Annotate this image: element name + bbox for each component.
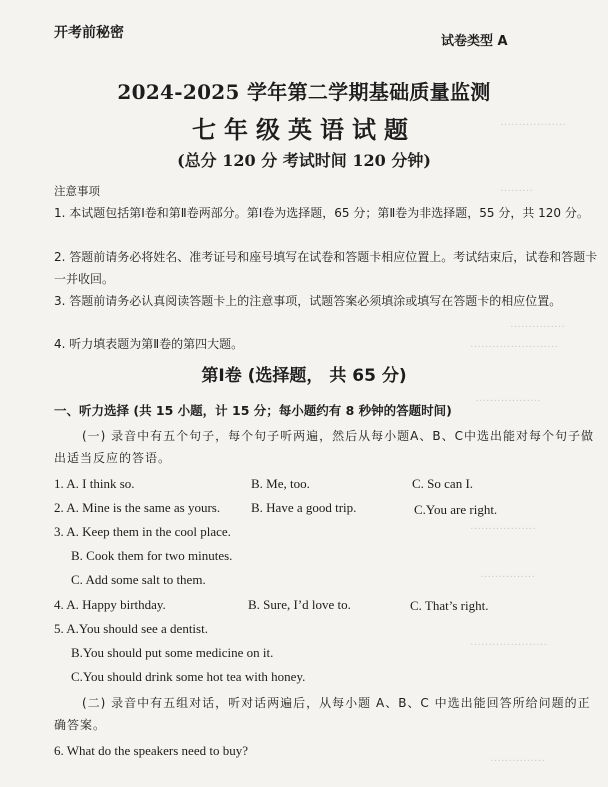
q3-option-c: C. Add some salt to them. <box>71 572 206 587</box>
q2-option-c: C.You are right. <box>414 502 498 517</box>
note-item-2: 2. 答题前请务必将姓名、准考证号和座号填写在试卷和答题卡相应位置上。考试结束后，试卷和答题卡一并收回。 <box>54 250 598 286</box>
section-title: 第Ⅰ卷 (选择题， 共 65 分) <box>201 366 407 386</box>
part-heading: 一、听力选择 (共 15 小题，计 15 分；每小题约有 8 秒钟的答题时间) <box>54 403 452 418</box>
q5-option-a: 5. A.You should see a dentist. <box>54 621 208 636</box>
notes-heading: 注意事项 <box>54 184 100 198</box>
q2-option-a: 2. A. Mine is the same as yours. <box>54 500 221 515</box>
q1-option-c: C. So can I. <box>412 476 474 491</box>
q6-question: 6. What do the speakers need to buy? <box>54 743 248 758</box>
note-item-3: 3. 答题前请务必认真阅读答题卡上的注意事项，试题答案必须填涂或填写在答题卡的相应位置。 <box>54 294 562 308</box>
instruction-part-2: (二) 录音中有五组对话，听对话两遍后，从每小题 A、B、C 中选出能回答所给问题的正确答案。 <box>54 696 591 732</box>
instruction-part-1: (一) 录音中有五个句子，每个句子听两遍，然后从每小题A、B、C中选出能对每个句子做出适当反应的答语。 <box>54 429 595 465</box>
exam-page: ……………… ……… …………… …………………… ……………… ……………… …………… ………………… …………… 开考前秘密 试卷类型 A 2024-2025 学年第二学期基础质量监测 七年级英语试题 (总分 120 分 考试时间 120 分钟) 注意事项 1. 本试题包括第Ⅰ卷和第Ⅱ卷两部分。第Ⅰ卷为选择题，65 分；第Ⅱ卷为非选择题，55 分，共 120 分。 2. 答题前请务必将姓名、准考证号和座号填写在试卷和答题卡相应位置上。考试结束后，试卷和答题卡一并收回。 3. 答题前请务必认真阅读答题卡上的注意事项，试题答案必须填涂或填写在答题卡的相应位置。 4. 听力填表题为第Ⅱ卷的第四大题。 第Ⅰ卷 (选择题， 共 65 分) 一、听力选择 (共 15 小题，计 15 分；每小题约有 8 秒钟的答题时间) (一) 录音中有五个句子，每个句子听两遍，然后从每小题A、B、C中选出能对每个句子做出适当反应的答语。 1. A. I think so. B. Me, too. C. So can I. 2. A. Mine is the same as yours. B. Have a good trip. C.You are right. 3. A. Keep them in the cool place. B. Cook them for two minutes. C. Add some salt to them. 4. A. Happy birthday. B. Sure, I’d love to. C. That’s right. 5. A.You should see a dentist. B.You should put some medicine on it. C.You should drink some hot tea with honey. (二) 录音中有五组对话，听对话两遍后，从每小题 A、B、C 中选出能回答所给问题的正确答案。 6. What do the speakers need to buy? <box>0 0 608 787</box>
q4-option-c: C. That’s right. <box>410 598 489 613</box>
note-item-1: 1. 本试题包括第Ⅰ卷和第Ⅱ卷两部分。第Ⅰ卷为选择题，65 分；第Ⅱ卷为非选择题，55 分，共 120 分。 <box>54 206 589 220</box>
note-item-4: 4. 听力填表题为第Ⅱ卷的第四大题。 <box>54 337 244 351</box>
q4-option-a: 4. A. Happy birthday. <box>54 597 166 612</box>
q5-option-c: C.You should drink some hot tea with honey. <box>71 669 306 684</box>
exam-title-subject: 七年级英语试题 <box>192 115 416 144</box>
q1-option-b: B. Me, too. <box>251 476 310 491</box>
q3-option-b: B. Cook them for two minutes. <box>71 548 233 563</box>
q3-option-a: 3. A. Keep them in the cool place. <box>54 524 231 539</box>
q1-option-a: 1. A. I think so. <box>54 476 135 491</box>
exam-title-year: 2024-2025 学年第二学期基础质量监测 <box>117 80 491 104</box>
paper-type-label: 试卷类型 A <box>441 34 508 49</box>
exam-score-time: (总分 120 分 考试时间 120 分钟) <box>177 151 431 170</box>
confidential-label: 开考前秘密 <box>54 25 124 41</box>
q2-option-b: B. Have a good trip. <box>251 500 357 515</box>
q5-option-b: B.You should put some medicine on it. <box>71 645 274 660</box>
q4-option-b: B. Sure, I’d love to. <box>248 597 351 612</box>
